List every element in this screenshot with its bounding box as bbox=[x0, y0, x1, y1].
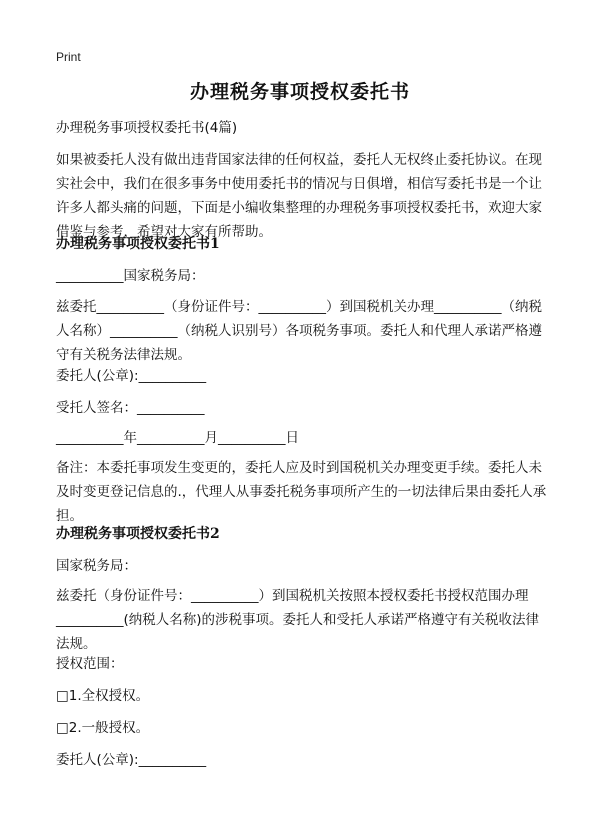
document-subtitle: 办理税务事项授权委托书(4篇) bbox=[56, 120, 238, 136]
section-1-heading: 办理税务事项授权委托书1 bbox=[56, 236, 220, 252]
print-link[interactable]: Print bbox=[56, 50, 81, 64]
section-1-note: 备注：本委托事项发生变更的，委托人应及时到国税机关办理变更手续。委托人未及时变更登记信息的.，代理人从事委托税务事项所产生的一切法律后果由委托人承担。 bbox=[56, 460, 547, 524]
section-1-principal: 委托人(公章):__________ bbox=[56, 368, 207, 384]
section-2-principal: 委托人(公章):__________ bbox=[56, 752, 207, 768]
section-2-recipient: 国家税务局： bbox=[56, 558, 137, 574]
section-2-scope-label: 授权范围： bbox=[56, 656, 124, 672]
intro-paragraph: 如果被委托人没有做出违背国家法律的任何权益，委托人无权终止委托协议。在现实社会中，我们在很多事务中使用委托书的情况与日俱增，相信写委托书是一个让许多人都头痛的问题，下面是小编收集整理的办理税务事项授权委托书，欢迎大家借鉴与参考，希望对大家有所帮助。 bbox=[56, 152, 542, 240]
section-2-heading: 办理税务事项授权委托书2 bbox=[56, 526, 220, 542]
section-1-date: __________年__________月__________日 bbox=[56, 430, 299, 446]
document-title: 办理税务事项授权委托书 bbox=[189, 81, 410, 103]
section-1-body: 兹委托__________（身份证件号：__________）到国税机关办理__________（纳税人名称）__________（纳税人识别号）各项税务事项。委托人和代理人承诺严格遵守有关税务法律法规。 bbox=[56, 299, 542, 363]
section-2-option-2: □2.一般授权。 bbox=[56, 720, 150, 736]
section-2-body: 兹委托（身份证件号：__________）到国税机关按照本授权委托书授权范围办理__________(纳税人名称)的涉税事项。委托人和受托人承诺严格遵守有关税收法律法规。 bbox=[56, 588, 540, 652]
section-1-recipient: __________国家税务局： bbox=[56, 268, 205, 284]
section-2-option-1: □1.全权授权。 bbox=[56, 688, 150, 704]
section-1-agent: 受托人签名：__________ bbox=[56, 400, 205, 416]
